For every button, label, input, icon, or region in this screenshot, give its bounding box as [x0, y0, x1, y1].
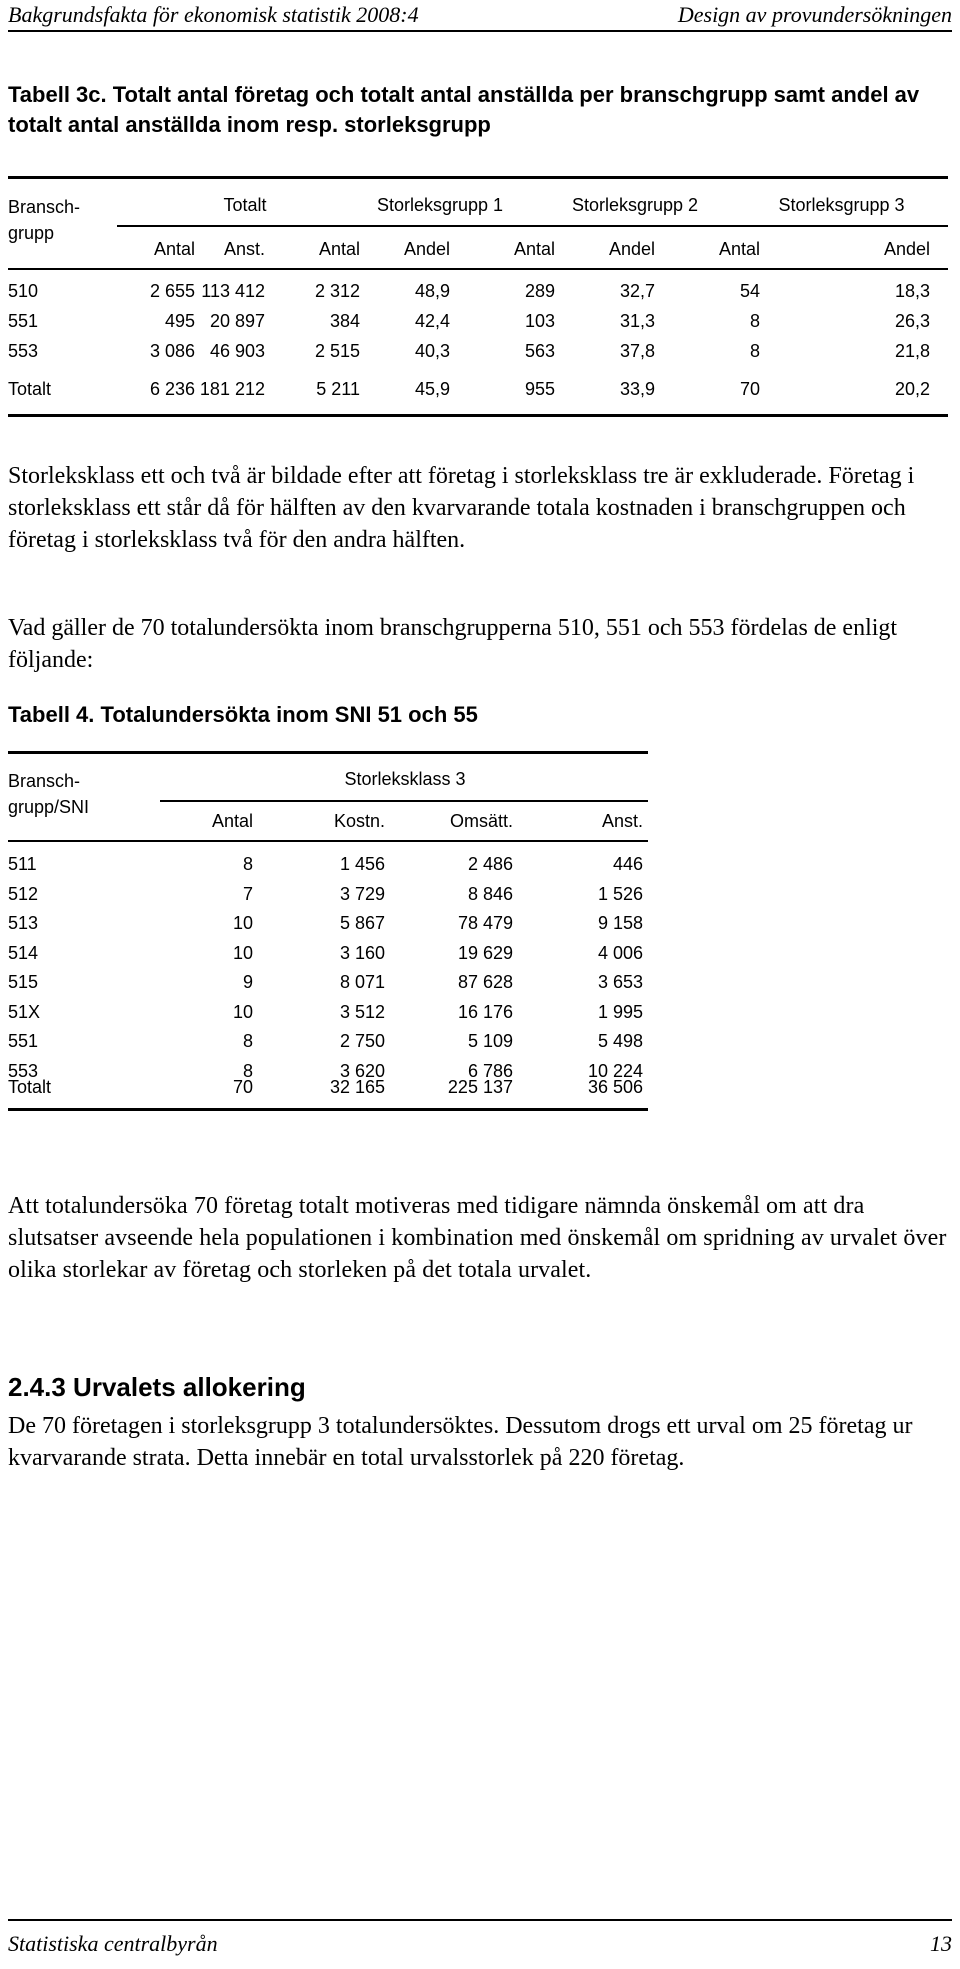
table-cell-total: 955 — [524, 379, 555, 399]
table-cell: 4 006 — [597, 943, 643, 963]
table-3c-header-rule — [8, 268, 948, 270]
table-cell: 10 — [232, 943, 253, 963]
table-cell-total: 70 — [739, 379, 760, 399]
table-3c-subheader: Antal — [718, 239, 760, 259]
table-cell-total: 225 137 — [447, 1077, 513, 1097]
table-cell: 8 846 — [467, 884, 513, 904]
table-cell: 495 — [164, 311, 195, 331]
table-cell-total: 20,2 — [894, 379, 930, 399]
table-cell: 8 071 — [339, 972, 385, 992]
table-4-group: Storleksklass 3 — [344, 769, 466, 789]
table-cell-branch: 51X — [8, 1002, 41, 1022]
table-cell-total-label: Totalt — [8, 1077, 52, 1097]
table-cell-total-label: Totalt — [8, 379, 52, 399]
table-cell: 3 086 — [149, 341, 195, 361]
paragraph-motivering: Att totalundersöka 70 företag totalt motiveras med tidigare nämnda önskemål om att dra slutsatser avseende hela populationen i kombination med önskemål om spridning av urvalet över olika storlekar av företag och storleken på det totala urvalet. — [8, 1193, 947, 1283]
table-cell: 3 620 — [339, 1061, 385, 1081]
table-4-subheader: Omsätt. — [449, 811, 513, 831]
table-cell: 10 224 — [587, 1061, 643, 1081]
table-cell: 3 512 — [339, 1002, 385, 1022]
table-cell: 5 498 — [597, 1031, 643, 1051]
paragraph-allokering: De 70 företagen i storleksgrupp 3 totalundersöktes. Dessutom drogs ett urval om 25 företag ur kvarvarande strata. Detta innebär en total urvalsstorlek på 220 företag. — [8, 1413, 913, 1471]
table-cell: 46 903 — [209, 341, 265, 361]
table-cell-branch: 553 — [8, 1061, 39, 1081]
table-cell: 8 — [242, 1031, 253, 1051]
table-4-subheader: Antal — [211, 811, 253, 831]
footer-publisher: Statistiska centralbyrån — [8, 1931, 218, 1956]
table-cell: 5 109 — [467, 1031, 513, 1051]
paragraph-storleksklass: Storleksklass ett och två är bildade efter att företag i storleksklass tre är exkluderade. Företag i storleksklass ett står då för hälften av den kvarvarande totala kostnaden i branschgruppen och företag i storleksklass två för den andra hälften. — [8, 463, 915, 553]
section-heading: 2.4.3 Urvalets allokering — [8, 1372, 306, 1402]
table-cell: 113 412 — [201, 281, 265, 301]
table-cell-branch: 551 — [8, 311, 39, 331]
table-cell: 2 750 — [339, 1031, 385, 1051]
header-chapter-title: Design av provundersökningen — [677, 2, 952, 27]
table-4-group-rule — [160, 800, 648, 802]
table-cell-branch: 511 — [8, 854, 37, 874]
header-publication-title: Bakgrundsfakta för ekonomisk statistik 2008:4 — [8, 2, 419, 27]
table-4-row-header: Bransch- grupp/SNI — [8, 771, 90, 817]
table-cell: 6 786 — [467, 1061, 513, 1081]
table-3c-group-1: Storleksgrupp 1 — [376, 195, 504, 215]
table-cell-branch: 551 — [8, 1031, 39, 1051]
table-cell-total: 70 — [232, 1077, 253, 1097]
table-cell-total: 36 506 — [587, 1077, 643, 1097]
table-cell: 40,3 — [414, 341, 450, 361]
table-cell: 1 995 — [597, 1002, 643, 1022]
table-cell-total: 45,9 — [414, 379, 450, 399]
table-cell: 3 729 — [339, 884, 385, 904]
paragraph-totalundersokta: Vad gäller de 70 totalundersökta inom branschgrupperna 510, 551 och 553 fördelas de enligt följande: — [8, 615, 898, 673]
table-4-caption: Tabell 4. Totalundersökta inom SNI 51 och 55 — [8, 702, 478, 727]
table-cell: 103 — [524, 311, 555, 331]
page-header — [8, 0, 952, 32]
page-footer — [8, 1919, 952, 1961]
table-cell: 289 — [524, 281, 555, 301]
table-cell: 384 — [329, 311, 360, 331]
table-cell: 8 — [242, 1061, 253, 1081]
table-4-subheader: Kostn. — [333, 811, 385, 831]
table-3c-bottom-rule — [8, 414, 948, 417]
table-3c-subheader: Antal — [513, 239, 555, 259]
table-cell-branch: 553 — [8, 341, 39, 361]
table-cell-branch: 510 — [8, 281, 39, 301]
table-cell: 18,3 — [894, 281, 930, 301]
table-cell: 31,3 — [619, 311, 655, 331]
table-3c-group-rule — [117, 225, 948, 227]
table-cell: 2 486 — [467, 854, 513, 874]
table-4-subheader: Anst. — [601, 811, 643, 831]
table-cell: 9 — [242, 972, 253, 992]
table-3c-subheader: Andel — [608, 239, 655, 259]
table-3c-subheader: Antal — [318, 239, 360, 259]
table-cell: 10 — [232, 913, 253, 933]
table-cell: 26,3 — [894, 311, 930, 331]
table-cell: 21,8 — [894, 341, 930, 361]
table-cell: 2 312 — [314, 281, 360, 301]
table-cell: 20 897 — [209, 311, 265, 331]
table-4-bottom-rule — [8, 1108, 648, 1111]
table-cell: 3 653 — [597, 972, 643, 992]
table-3c-subheader: Anst. — [223, 239, 265, 259]
table-cell-branch: 515 — [8, 972, 39, 992]
table-3c-subheader: Andel — [403, 239, 450, 259]
table-cell: 2 515 — [314, 341, 360, 361]
table-cell: 54 — [739, 281, 760, 301]
table-4-header-rule — [8, 840, 648, 842]
table-3c-group-totalt: Totalt — [223, 195, 267, 215]
table-cell: 19 629 — [457, 943, 513, 963]
table-cell: 37,8 — [619, 341, 655, 361]
table-3c-group-2: Storleksgrupp 2 — [571, 195, 699, 215]
table-cell: 2 655 — [149, 281, 195, 301]
table-cell: 42,4 — [414, 311, 450, 331]
table-cell: 8 — [242, 854, 253, 874]
table-3c-caption: Tabell 3c. Totalt antal företag och totalt antal anställda per branschgrupp samt andel av totalt antal anställda inom resp. storleksgrupp — [8, 82, 920, 137]
table-3c-subheader: Antal — [153, 239, 195, 259]
table-cell: 10 — [232, 1002, 253, 1022]
table-3c-group-3: Storleksgrupp 3 — [778, 195, 905, 215]
table-4-top-rule — [8, 751, 648, 754]
table-cell: 32,7 — [619, 281, 655, 301]
table-cell: 5 867 — [339, 913, 385, 933]
table-cell-branch: 514 — [8, 943, 39, 963]
table-3c-row-header: Bransch- grupp — [8, 197, 81, 243]
table-cell: 3 160 — [339, 943, 385, 963]
table-cell: 8 — [749, 341, 760, 361]
footer-page-number: 13 — [930, 1931, 952, 1956]
table-cell: 16 176 — [457, 1002, 513, 1022]
table-cell: 7 — [242, 884, 253, 904]
table-cell-total: 5 211 — [316, 379, 360, 399]
table-cell: 78 479 — [457, 913, 513, 933]
table-cell: 563 — [524, 341, 555, 361]
table-3c-top-rule — [8, 176, 948, 179]
table-cell-total: 6 236 — [149, 379, 195, 399]
table-cell: 446 — [612, 854, 643, 874]
table-cell-branch: 513 — [8, 913, 39, 933]
table-cell: 1 456 — [339, 854, 385, 874]
table-cell: 1 526 — [597, 884, 643, 904]
table-cell: 87 628 — [457, 972, 513, 992]
table-cell-branch: 512 — [8, 884, 39, 904]
table-cell-total: 181 212 — [199, 379, 265, 399]
table-cell-total: 32 165 — [329, 1077, 385, 1097]
table-3c-subheader: Andel — [883, 239, 930, 259]
table-cell: 8 — [749, 311, 760, 331]
table-cell-total: 33,9 — [619, 379, 655, 399]
table-cell: 48,9 — [414, 281, 450, 301]
table-cell: 9 158 — [597, 913, 643, 933]
